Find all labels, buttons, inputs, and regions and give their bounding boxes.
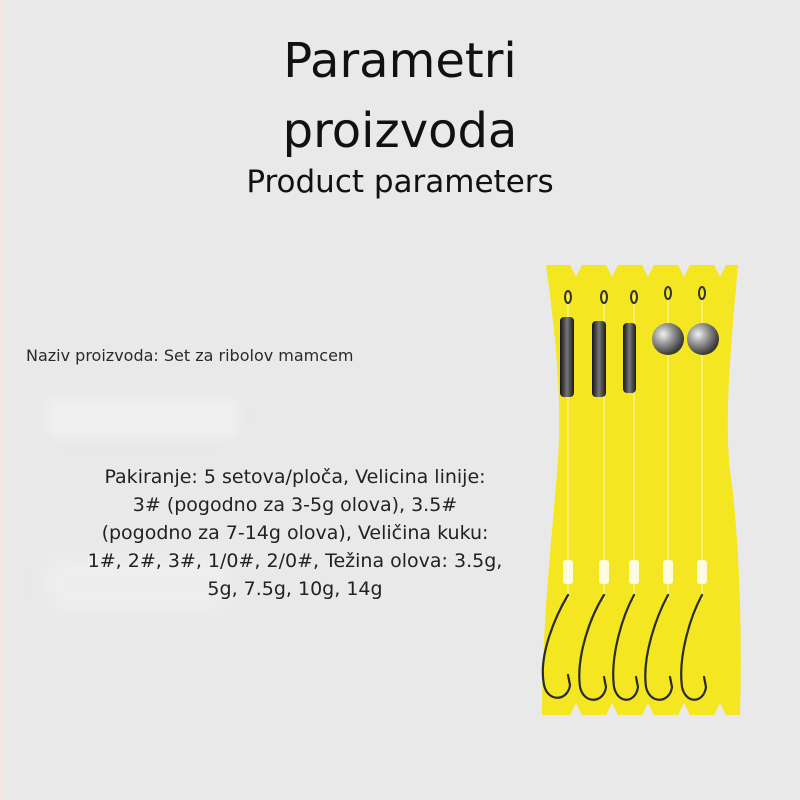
description-line: (pogodno za 7-14g olova), Veličina kuku: <box>101 522 489 544</box>
fishing-rig-board-image <box>528 255 753 725</box>
stick-sinker <box>560 317 574 397</box>
description-line: 1#, 2#, 3#, 1/0#, 2/0#, Težina olova: 3.5g, <box>87 550 503 572</box>
ball-sinker <box>687 323 719 355</box>
ball-sinker <box>652 323 684 355</box>
background-highlight <box>48 398 238 438</box>
description-line: 5g, 7.5g, 10g, 14g <box>207 578 383 600</box>
page-title-line2: proizvoda <box>282 103 518 159</box>
product-name: Naziv proizvoda: Set za ribolov mamcem <box>26 346 354 365</box>
stick-sinker <box>592 321 606 397</box>
description-line: Pakiranje: 5 setova/ploča, Velicina linije: <box>104 466 486 488</box>
page-subtitle: Product parameters <box>246 164 554 200</box>
stick-sinker <box>623 323 636 393</box>
product-description <box>50 463 540 603</box>
page-title-line1: Parametri <box>283 33 517 89</box>
description-line: 3# (pogodno za 3-5g olova), 3.5# <box>132 494 458 516</box>
